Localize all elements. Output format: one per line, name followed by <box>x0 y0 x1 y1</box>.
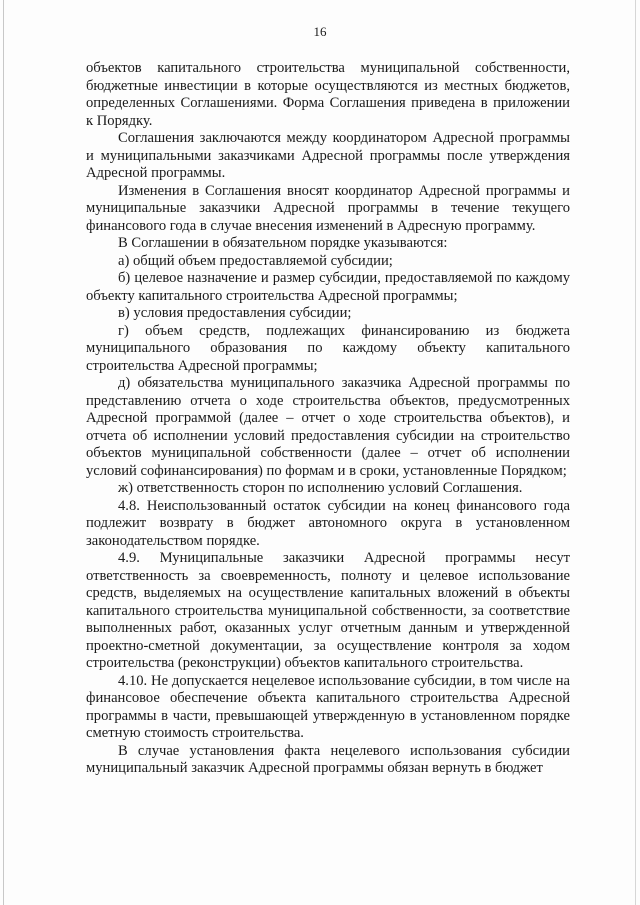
paragraph-agreements: Соглашения заключаются между координатором Адресной программы и муниципальными заказчиками Адресной программы после утверждения Адресной программы. <box>86 130 570 181</box>
section-4-9: 4.9. Муниципальные заказчики Адресной программы несут ответственность за своевременность, полноту и целевое использование средств, выделяемых на осуществление капитальных вложений в объекты капитального строительства муниципальной собственности, за соответствие выполненных работ, оказанных услуг отчетным данным и утвержденной проектно-сметной документации, за осуществление контроля за ходом строительства (реконструкции) объектов капитального строительства. <box>86 550 570 671</box>
section-4-8: 4.8. Неиспользованный остаток субсидии на конец финансового года подлежит возврату в бюджет автономного округа в установленном законодательством порядке. <box>86 497 570 549</box>
document-body <box>86 60 570 778</box>
list-item-g: г) объем средств, подлежащих финансированию из бюджета муниципального образования по каждому объекту капитального строительства Адресной программы; <box>86 322 570 374</box>
list-item-zh: ж) ответственность сторон по исполнению условий Соглашения. <box>118 480 523 496</box>
paragraph-misuse: В случае установления факта нецелевого использования субсидии муниципальный заказчик Адресной программы обязан вернуть в бюджет <box>86 742 570 776</box>
page-number: 16 <box>313 24 327 39</box>
list-item-v: в) условия предоставления субсидии; <box>118 305 352 321</box>
section-4-10: 4.10. Не допускается нецелевое использование субсидии, в том числе на финансовое обеспечение объекта капитального строительства Адресной программы в части, превышающей утвержденную в установленном порядке сметную стоимость строительства. <box>86 672 570 741</box>
list-item-b: б) целевое назначение и размер субсидии, предоставляемой по каждому объекту капитального строительства Адресной программы; <box>86 270 570 304</box>
scan-edge-left <box>3 0 4 905</box>
paragraph-mandatory-intro: В Соглашении в обязательном порядке указываются: <box>118 235 448 251</box>
list-item-a: а) общий объем предоставляемой субсидии; <box>118 252 393 269</box>
paragraph-amendments: Изменения в Соглашения вносят координатор Адресной программы и муниципальные заказчики Адресной программы в течение текущего финансового года в случае внесения изменений в Адресную программу. <box>86 182 570 234</box>
paragraph-continuation: объектов капитального строительства муниципальной собственности, бюджетные инвестиции в которые осуществляются из местных бюджетов, определенных Соглашениями. Форма Соглашения приведена в приложении к Порядку. <box>86 60 570 129</box>
scan-edge-right <box>635 0 636 905</box>
list-item-d: д) обязательства муниципального заказчика Адресной программы по представлению отчета о ходе строительства объектов, предусмотренных Адресной программой (далее – отчет о ходе строительства объектов), и отчета об исполнении условий предоставления субсидии на строительство объектов муниципальной собственности (далее – отчет об исполнении условий софинансирования) по формам и в сроки, установленные Порядком; <box>86 375 570 479</box>
